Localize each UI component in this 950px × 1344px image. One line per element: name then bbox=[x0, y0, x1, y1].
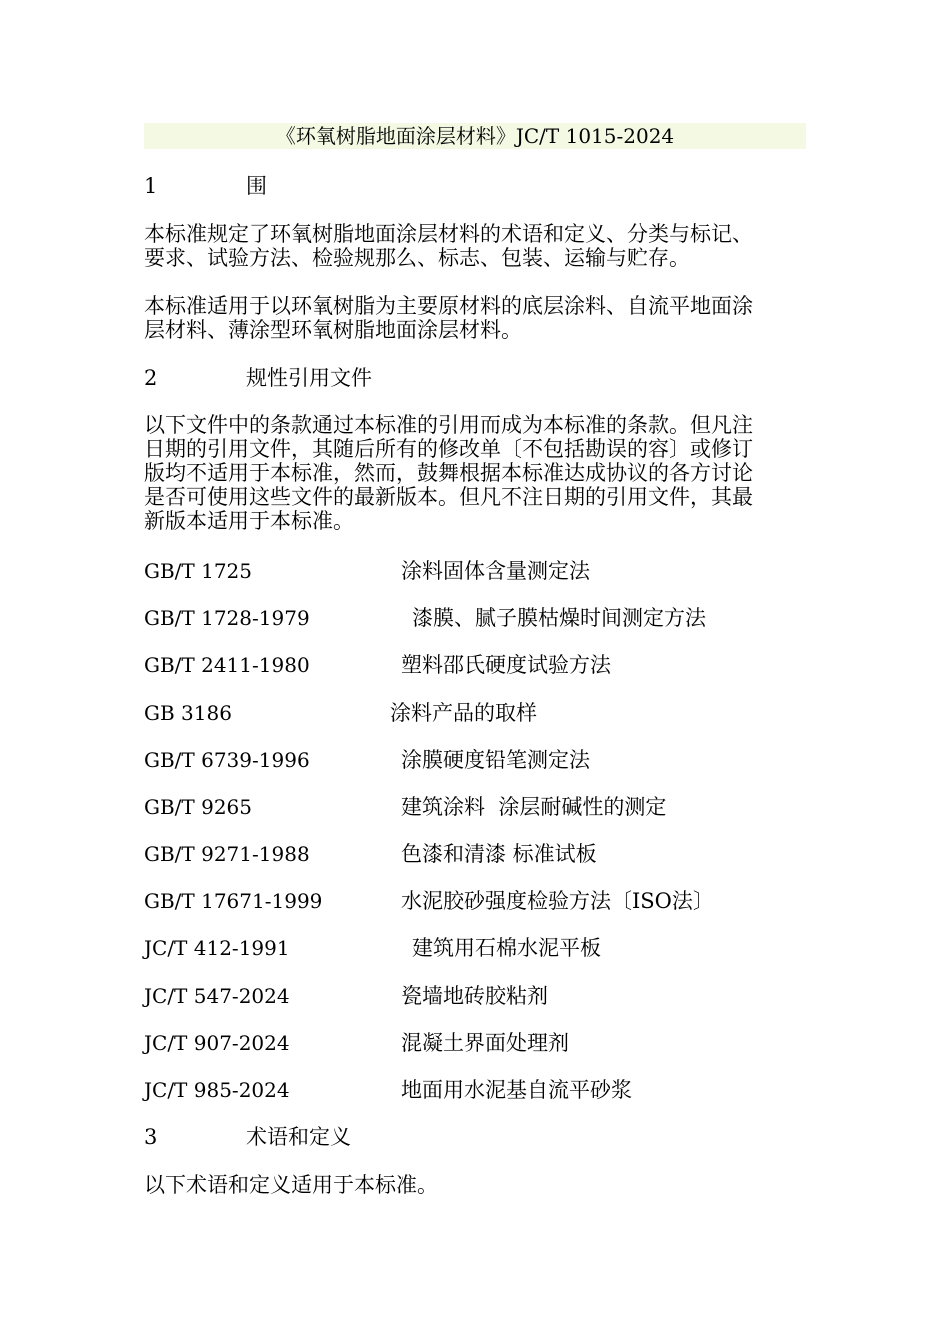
ref-code: JC/T 547-2024 bbox=[144, 984, 290, 1008]
section-1-heading: 围 bbox=[246, 174, 267, 198]
ref-title: 涂料产品的取样 bbox=[390, 701, 537, 725]
ref-title: 涂膜硬度铅笔测定法 bbox=[401, 748, 590, 772]
ref-title: 塑料邵氏硬度试验方法 bbox=[401, 653, 611, 677]
ref-title: 混凝土界面处理剂 bbox=[401, 1031, 569, 1055]
ref-code: GB/T 9271-1988 bbox=[144, 842, 310, 866]
ref-title: 水泥胶砂强度检验方法〔ISO法〕 bbox=[401, 889, 714, 913]
ref-code: JC/T 985-2024 bbox=[144, 1078, 290, 1102]
ref-code: GB/T 1728-1979 bbox=[144, 606, 310, 630]
section-3-heading: 术语和定义 bbox=[246, 1125, 351, 1149]
ref-title: 涂料固体含量测定法 bbox=[401, 559, 590, 583]
ref-title: 建筑涂料 涂层耐碱性的测定 bbox=[401, 795, 667, 819]
ref-title: 色漆和清漆 标准试板 bbox=[401, 842, 597, 866]
ref-code: GB/T 6739-1996 bbox=[144, 748, 310, 772]
paragraph-line: 要求、试验方法、检验规那么、标志、包装、运输与贮存。 bbox=[144, 246, 690, 270]
section-3-paragraph: 以下术语和定义适用于本标准。 bbox=[144, 1173, 438, 1197]
ref-title: 建筑用石棉水泥平板 bbox=[412, 936, 601, 960]
paragraph-line: 日期的引用文件，其随后所有的修改单〔不包括勘误的容〕或修订 bbox=[144, 437, 753, 461]
section-2-heading: 规性引用文件 bbox=[246, 366, 372, 390]
ref-title: 漆膜、腻子膜枯燥时间测定方法 bbox=[412, 606, 706, 630]
paragraph-line: 层材料、薄涂型环氧树脂地面涂层材料。 bbox=[144, 318, 522, 342]
title-bar bbox=[144, 123, 806, 149]
paragraph-line: 是否可使用这些文件的最新版本。但凡不注日期的引用文件，其最 bbox=[144, 485, 753, 509]
ref-title: 地面用水泥基自流平砂浆 bbox=[401, 1078, 632, 1102]
section-3-number: 3 bbox=[144, 1125, 158, 1149]
paragraph-line: 本标准适用于以环氧树脂为主要原材料的底层涂料、自流平地面涂 bbox=[144, 294, 753, 318]
ref-code: GB/T 17671-1999 bbox=[144, 889, 323, 913]
section-1-paragraph-2 bbox=[144, 294, 804, 342]
section-1-paragraph-1 bbox=[144, 222, 804, 270]
document-title: 《环氧树脂地面涂层材料》JC/T 1015-2024 bbox=[275, 124, 675, 148]
ref-code: JC/T 907-2024 bbox=[144, 1031, 290, 1055]
ref-title: 瓷墙地砖胶粘剂 bbox=[401, 984, 548, 1008]
ref-code: GB/T 1725 bbox=[144, 559, 253, 583]
paragraph-line: 以下文件中的条款通过本标准的引用而成为本标准的条款。但凡注 bbox=[144, 413, 753, 437]
paragraph-line: 新版本适用于本标准。 bbox=[144, 509, 354, 533]
section-2-number: 2 bbox=[144, 366, 158, 390]
ref-code: GB 3186 bbox=[144, 701, 232, 725]
section-2-paragraph bbox=[144, 413, 804, 533]
ref-code: GB/T 9265 bbox=[144, 795, 253, 819]
section-1-number: 1 bbox=[144, 174, 158, 198]
paragraph-line: 本标准规定了环氧树脂地面涂层材料的术语和定义、分类与标记、 bbox=[144, 222, 753, 246]
ref-code: JC/T 412-1991 bbox=[144, 936, 290, 960]
ref-code: GB/T 2411-1980 bbox=[144, 653, 310, 677]
paragraph-line: 版均不适用于本标准，然而，鼓舞根据本标准达成协议的各方讨论 bbox=[144, 461, 753, 485]
